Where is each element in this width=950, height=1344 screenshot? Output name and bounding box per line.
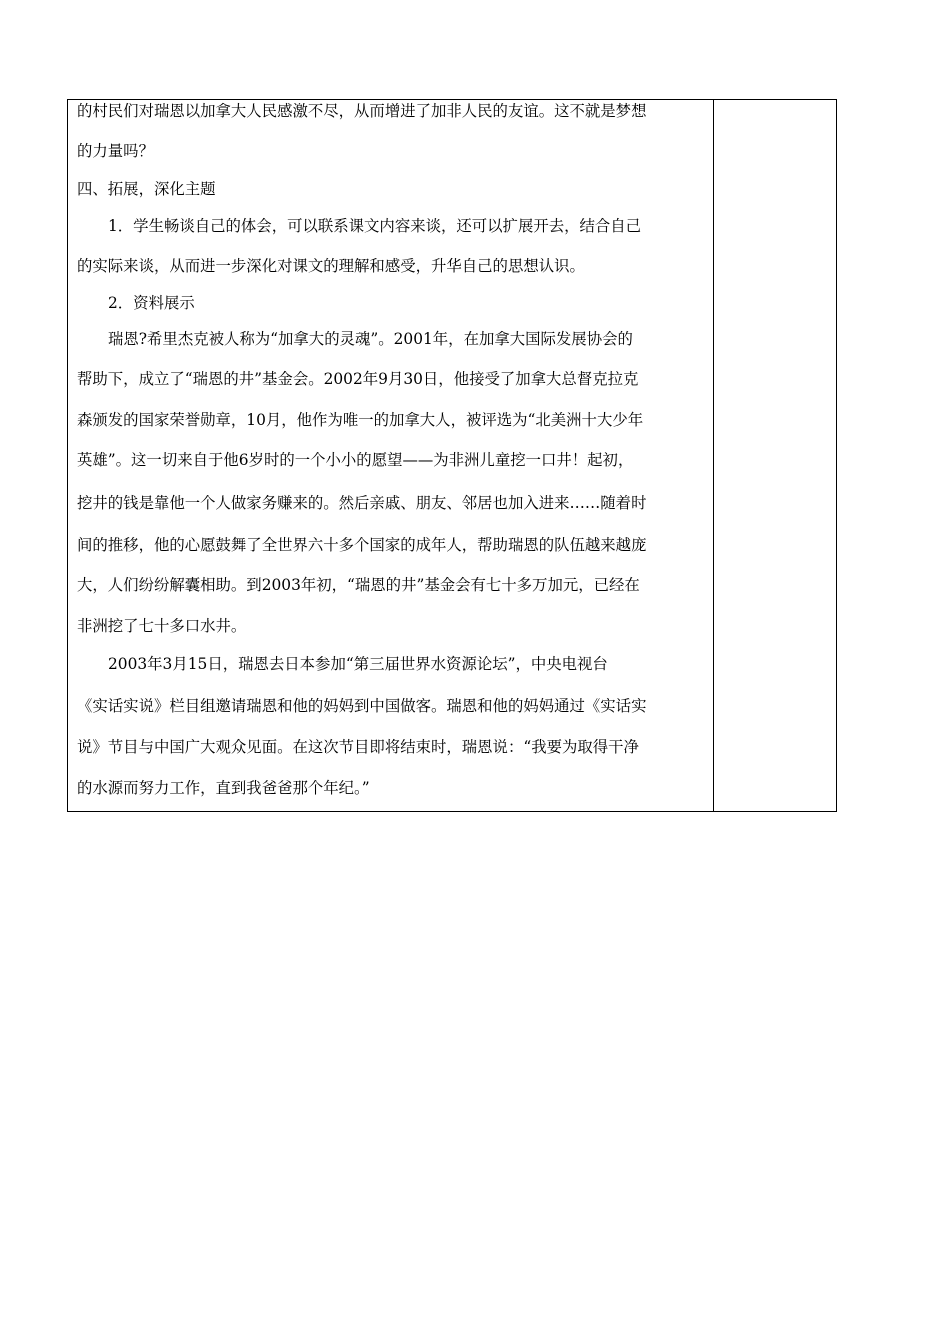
paragraph-line: 的实际来谈，从而进一步深化对课文的理解和感受，升华自己的思想认识。	[77, 257, 585, 275]
side-notes-cell	[714, 100, 836, 811]
list-item: 1．学生畅谈自己的体会，可以联系课文内容来谈，还可以扩展开去，结合自己	[108, 217, 642, 235]
paragraph-line: 英雄”。这一切来自于他6岁时的一个小小的愿望——为非洲儿童挖一口井！起初，	[77, 451, 634, 469]
paragraph-line: 的水源而努力工作，直到我爸爸那个年纪。”	[77, 779, 370, 797]
paragraph-line: 的力量吗？	[77, 142, 154, 160]
paragraph-line: 的村民们对瑞恩以加拿大人民感激不尽，从而增进了加非人民的友谊。这不就是梦想	[77, 102, 647, 120]
paragraph-line: 《实话实说》栏目组邀请瑞恩和他的妈妈到中国做客。瑞恩和他的妈妈通过《实话实	[77, 697, 647, 715]
list-item: 2．资料展示	[108, 294, 195, 312]
paragraph-line: 森颁发的国家荣誉勋章，10月，他作为唯一的加拿大人，被评选为“北美洲十大少年	[77, 411, 644, 429]
paragraph-line: 大，人们纷纷解囊相助。到2003年初，“瑞恩的井”基金会有七十多万加元，已经在	[77, 576, 640, 594]
text-lines	[67, 99, 713, 812]
paragraph-line: 帮助下，成立了“瑞恩的井”基金会。2002年9月30日，他接受了加拿大总督克拉克	[77, 370, 639, 388]
section-heading: 四、拓展，深化主题	[77, 180, 216, 198]
paragraph-line: 瑞恩?希里杰克被人称为“加拿大的灵魂”。2001年，在加拿大国际发展协会的	[108, 330, 633, 348]
paragraph-line: 挖井的钱是靠他一个人做家务赚来的。然后亲戚、朋友、邻居也加入进来……随着时	[77, 494, 647, 512]
paragraph-line: 非洲挖了七十多口水井。	[77, 617, 247, 635]
paragraph-line: 说》节目与中国广大观众见面。在这次节目即将结束时，瑞恩说：“我要为取得干净	[77, 738, 639, 756]
paragraph-line: 2003年3月15日，瑞恩去日本参加“第三届世界水资源论坛”，中央电视台	[108, 655, 608, 673]
paragraph-line: 间的推移，他的心愿鼓舞了全世界六十多个国家的成年人，帮助瑞恩的队伍越来越庞	[77, 536, 647, 554]
